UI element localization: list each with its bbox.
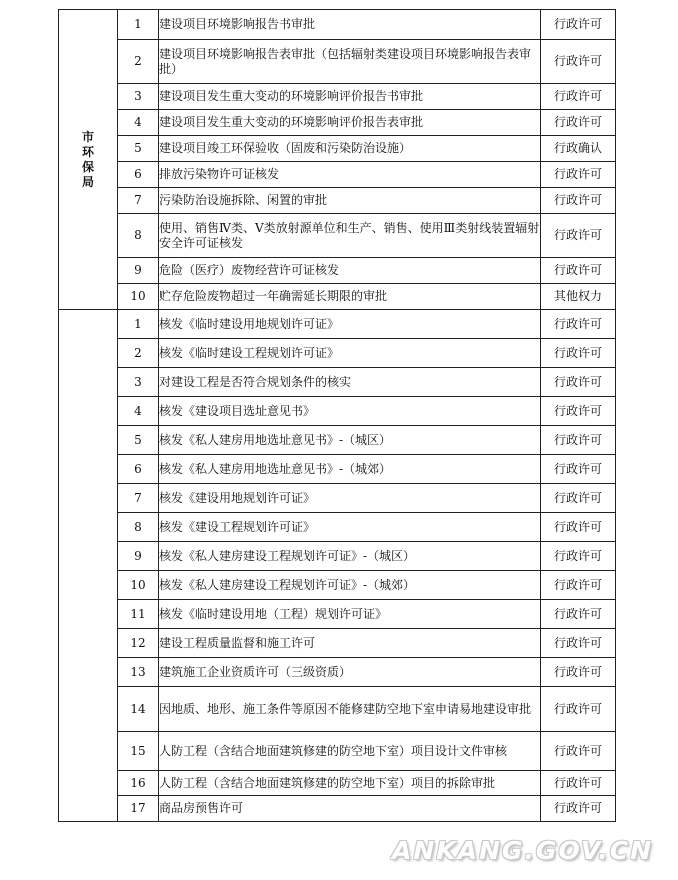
item-name: 人防工程（含结合地面建筑修建的防空地下室）项目设计文件审核 (159, 732, 541, 771)
item-name: 核发《私人建房用地选址意见书》-（城郊） (159, 455, 541, 484)
table-row (59, 542, 616, 571)
item-name: 商品房预售许可 (159, 796, 541, 822)
table-row (59, 84, 616, 110)
item-name: 贮存危险废物超过一年确需延长期限的审批 (159, 284, 541, 310)
power-type: 行政许可 (541, 571, 616, 600)
row-number: 12 (118, 629, 159, 658)
table-row (59, 136, 616, 162)
item-name: 建设项目发生重大变动的环境影响评价报告书审批 (159, 84, 541, 110)
power-type: 行政许可 (541, 397, 616, 426)
power-list-table (58, 9, 616, 822)
table-row (59, 110, 616, 136)
row-number: 6 (118, 162, 159, 188)
row-number: 5 (118, 426, 159, 455)
power-type: 行政许可 (541, 426, 616, 455)
table-row (59, 771, 616, 796)
power-type: 行政确认 (541, 136, 616, 162)
row-number: 2 (118, 40, 159, 84)
item-name: 核发《临时建设用地规划许可证》 (159, 310, 541, 339)
row-number: 9 (118, 258, 159, 284)
row-number: 4 (118, 397, 159, 426)
table-row (59, 214, 616, 258)
item-name: 建设项目发生重大变动的环境影响评价报告表审批 (159, 110, 541, 136)
table-row (59, 10, 616, 40)
table-row (59, 629, 616, 658)
power-type: 行政许可 (541, 455, 616, 484)
table-row (59, 455, 616, 484)
power-type: 行政许可 (541, 110, 616, 136)
site-watermark: ANKANG.GOV.CN (392, 836, 654, 865)
row-number: 15 (118, 732, 159, 771)
item-name: 核发《临时建设工程规划许可证》 (159, 339, 541, 368)
department-cell: 市环保局 (59, 10, 118, 310)
table-row (59, 732, 616, 771)
power-type: 行政许可 (541, 258, 616, 284)
power-type: 行政许可 (541, 368, 616, 397)
table-row (59, 513, 616, 542)
power-type: 行政许可 (541, 513, 616, 542)
power-type: 行政许可 (541, 658, 616, 687)
power-type: 行政许可 (541, 339, 616, 368)
row-number: 10 (118, 571, 159, 600)
power-type: 其他权力 (541, 284, 616, 310)
power-type: 行政许可 (541, 732, 616, 771)
power-type: 行政许可 (541, 687, 616, 732)
power-type: 行政许可 (541, 214, 616, 258)
table-row (59, 796, 616, 822)
item-name: 排放污染物许可证核发 (159, 162, 541, 188)
table-row (59, 188, 616, 214)
row-number: 7 (118, 484, 159, 513)
item-name: 核发《私人建房建设工程规划许可证》-（城郊） (159, 571, 541, 600)
row-number: 7 (118, 188, 159, 214)
row-number: 4 (118, 110, 159, 136)
power-type: 行政许可 (541, 188, 616, 214)
power-type: 行政许可 (541, 629, 616, 658)
table-row (59, 571, 616, 600)
table-row (59, 368, 616, 397)
table-row (59, 339, 616, 368)
item-name: 核发《私人建房用地选址意见书》-（城区） (159, 426, 541, 455)
table-row (59, 426, 616, 455)
row-number: 13 (118, 658, 159, 687)
item-name: 核发《建设项目选址意见书》 (159, 397, 541, 426)
item-name: 核发《临时建设用地（工程）规划许可证》 (159, 600, 541, 629)
power-type: 行政许可 (541, 162, 616, 188)
item-name: 人防工程（含结合地面建筑修建的防空地下室）项目的拆除审批 (159, 771, 541, 796)
row-number: 1 (118, 310, 159, 339)
item-name: 污染防治设施拆除、闲置的审批 (159, 188, 541, 214)
table-row (59, 600, 616, 629)
power-type: 行政许可 (541, 484, 616, 513)
table-row (59, 284, 616, 310)
row-number: 8 (118, 214, 159, 258)
table-row (59, 397, 616, 426)
row-number: 3 (118, 368, 159, 397)
department-cell (59, 310, 118, 822)
power-type: 行政许可 (541, 310, 616, 339)
table-row (59, 40, 616, 84)
power-type: 行政许可 (541, 10, 616, 40)
item-name: 对建设工程是否符合规划条件的核实 (159, 368, 541, 397)
row-number: 11 (118, 600, 159, 629)
row-number: 10 (118, 284, 159, 310)
item-name: 建筑施工企业资质许可（三级资质） (159, 658, 541, 687)
row-number: 9 (118, 542, 159, 571)
item-name: 因地质、地形、施工条件等原因不能修建防空地下室申请易地建设审批 (159, 687, 541, 732)
row-number: 2 (118, 339, 159, 368)
row-number: 5 (118, 136, 159, 162)
table-body (59, 10, 616, 822)
row-number: 6 (118, 455, 159, 484)
item-name: 建设工程质量监督和施工许可 (159, 629, 541, 658)
item-name: 建设项目环境影响报告表审批（包括辐射类建设项目环境影响报告表审批） (159, 40, 541, 84)
power-type: 行政许可 (541, 771, 616, 796)
table-row (59, 310, 616, 339)
row-number: 8 (118, 513, 159, 542)
item-name: 核发《建设用地规划许可证》 (159, 484, 541, 513)
power-type: 行政许可 (541, 600, 616, 629)
table-row (59, 658, 616, 687)
row-number: 17 (118, 796, 159, 822)
table-row (59, 687, 616, 732)
table-row (59, 258, 616, 284)
table-row (59, 484, 616, 513)
table-row (59, 162, 616, 188)
item-name: 使用、销售Ⅳ类、Ⅴ类放射源单位和生产、销售、使用Ⅲ类射线装置辐射安全许可证核发 (159, 214, 541, 258)
power-type: 行政许可 (541, 84, 616, 110)
item-name: 建设项目竣工环保验收（固废和污染防治设施） (159, 136, 541, 162)
power-type: 行政许可 (541, 40, 616, 84)
item-name: 建设项目环境影响报告书审批 (159, 10, 541, 40)
row-number: 16 (118, 771, 159, 796)
power-type: 行政许可 (541, 796, 616, 822)
row-number: 1 (118, 10, 159, 40)
item-name: 危险（医疗）废物经营许可证核发 (159, 258, 541, 284)
item-name: 核发《建设工程规划许可证》 (159, 513, 541, 542)
power-type: 行政许可 (541, 542, 616, 571)
row-number: 3 (118, 84, 159, 110)
item-name: 核发《私人建房建设工程规划许可证》-（城区） (159, 542, 541, 571)
row-number: 14 (118, 687, 159, 732)
